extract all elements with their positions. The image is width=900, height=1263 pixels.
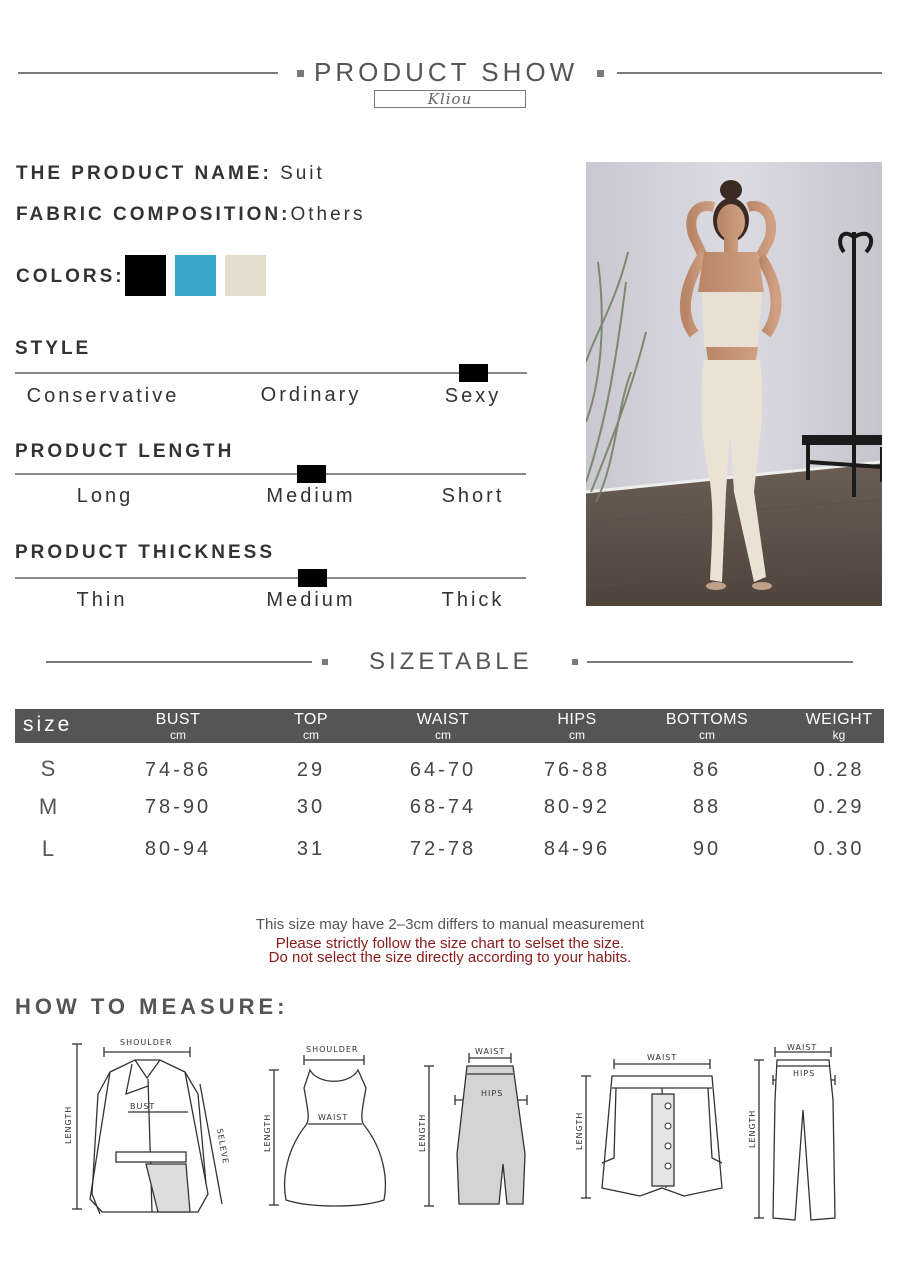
fabric-label: FABRIC COMPOSITION: [16,204,291,225]
color-swatch-black[interactable] [125,255,166,296]
length-option-medium: Medium [266,485,356,507]
row-s-hips: 76-88 [543,759,611,781]
length-option-short: Short [441,485,505,507]
product-photo [586,162,882,606]
style-option-conservative: Conservative [26,385,180,407]
svg-text:HIPS: HIPS [481,1089,504,1098]
column-header-top: TOP cm [293,711,329,742]
size-column-header: size [23,713,73,736]
svg-text:SHOULDER: SHOULDER [306,1045,359,1054]
column-header-waist: WAIST cm [416,711,470,742]
svg-text:WAIST: WAIST [475,1047,506,1056]
size-warning-2: Do not select the size directly according to your habits. [268,949,632,966]
row-m-weight: 0.29 [813,796,865,818]
svg-text:SELEVE: SELEVE [215,1127,231,1165]
header-left-rule [18,72,278,74]
how-to-measure-title: HOW TO MEASURE: [15,994,289,1019]
fabric-row [16,204,365,226]
size-table-header [15,709,884,743]
svg-text:LENGTH: LENGTH [418,1113,427,1152]
svg-text:LENGTH: LENGTH [575,1111,584,1150]
product-name-label: THE PRODUCT NAME: [16,163,272,184]
row-l-waist: 72-78 [409,838,477,860]
thickness-label: PRODUCT THICKNESS [15,542,276,563]
column-header-weight: WEIGHT kg [805,711,873,742]
measurement-note: This size may have 2–3cm differs to manual measurement [255,916,645,933]
page-title: PRODUCT SHOW [314,57,579,87]
row-m-bust: 78-90 [144,796,212,818]
style-option-ordinary: Ordinary [260,384,362,406]
color-swatch-beige[interactable] [225,255,266,296]
product-name-row [16,163,325,185]
thickness-scale-marker [298,569,327,587]
thickness-option-thin: Thin [76,589,128,611]
style-label: STYLE [15,338,92,359]
sizetable-left-dot [322,659,328,665]
length-scale-marker [297,465,326,483]
row-l-bust: 80-94 [144,838,212,860]
column-header-bottoms: BOTTOMS cm [665,711,749,742]
size-warning-1: Please strictly follow the size chart to selset the size. [275,935,625,952]
header-right-dot [597,70,604,77]
color-swatch-blue[interactable] [175,255,216,296]
dress-measure-diagram [260,1040,395,1215]
row-s-top: 29 [296,759,326,781]
sizetable-title: SIZETABLE [369,648,533,675]
row-s-size: S [40,756,56,781]
style-scale-marker [459,364,488,382]
pants-measure-diagram [745,1040,855,1225]
svg-text:HIPS: HIPS [793,1069,816,1078]
sizetable-left-rule [46,661,312,663]
length-scale-line [15,473,526,475]
svg-text:WAIST: WAIST [318,1113,349,1122]
sizetable-right-rule [587,661,853,663]
row-m-top: 30 [296,796,326,818]
row-m-size: M [38,794,58,819]
length-option-long: Long [76,485,134,507]
thickness-scale-line [15,577,526,579]
row-l-size: L [41,836,55,861]
row-l-weight: 0.30 [813,838,865,860]
product-name-value: Suit [280,163,325,184]
row-m-waist: 68-74 [409,796,477,818]
row-s-bottoms: 86 [692,759,722,781]
skirt-measure-diagram [415,1044,535,1214]
svg-text:BUST: BUST [130,1102,156,1111]
row-m-hips: 80-92 [543,796,611,818]
thickness-option-medium: Medium [266,589,356,611]
svg-text:LENGTH: LENGTH [748,1109,757,1148]
sizetable-right-dot [572,659,578,665]
row-s-waist: 64-70 [409,759,477,781]
jacket-measure-diagram [60,1034,235,1224]
row-m-bottoms: 88 [692,796,722,818]
svg-text:WAIST: WAIST [787,1043,818,1052]
svg-text:LENGTH: LENGTH [263,1113,272,1152]
colors-label: COLORS: [16,266,125,287]
fabric-value: Others [290,204,366,225]
column-header-hips: HIPS cm [557,711,597,742]
header-right-rule [617,72,882,74]
column-header-bust: BUST cm [155,711,201,742]
row-l-top: 31 [296,838,326,860]
brand-label: Kliou [374,90,526,108]
row-l-bottoms: 90 [692,838,722,860]
row-s-bust: 74-86 [144,759,212,781]
shorts-measure-diagram [572,1048,732,1208]
thickness-option-thick: Thick [441,589,505,611]
svg-text:WAIST: WAIST [647,1053,678,1062]
svg-text:SHOULDER: SHOULDER [120,1038,173,1047]
length-label: PRODUCT LENGTH [15,441,235,462]
style-option-sexy: Sexy [444,385,502,407]
row-s-weight: 0.28 [813,759,865,781]
row-l-hips: 84-96 [543,838,611,860]
svg-text:LENGTH: LENGTH [64,1105,73,1144]
style-scale-line [15,372,527,374]
header-left-dot [297,70,304,77]
